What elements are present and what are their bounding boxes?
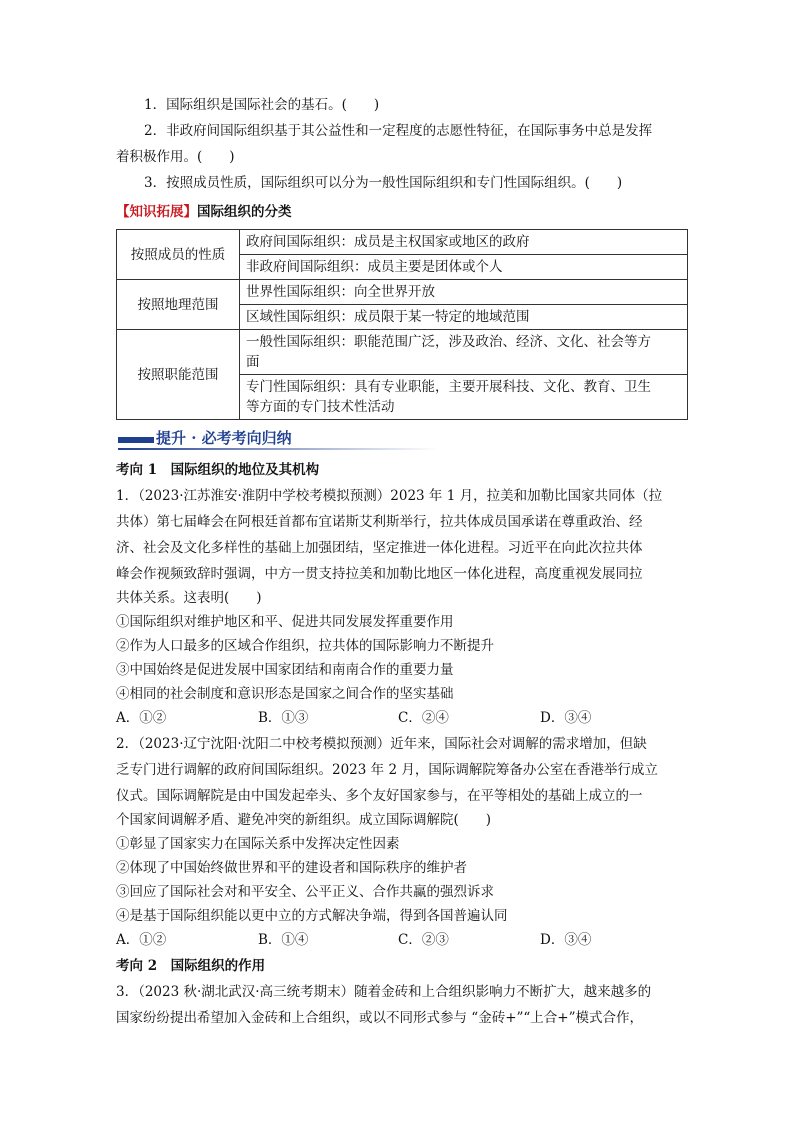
q1-statement: ④相同的社会制度和意识形态是国家之间合作的坚实基础 bbox=[116, 686, 454, 702]
q1-option-c: C．②④ bbox=[398, 710, 449, 726]
table-cell bbox=[240, 375, 688, 420]
table-cell bbox=[240, 330, 688, 375]
q2-line: 乏专门进行调解的政府间国际组织。2023 年 2 月，国际调解院筹备办公室在香港举行成立 bbox=[116, 762, 658, 778]
judge-item-1: 1．国际组织是国际社会的基石。( ) bbox=[144, 97, 380, 113]
q2-line: 仪式。国际调解院是由中国发起牵头、多个友好国家参与，在平等相处的基础上成立的一 bbox=[116, 788, 643, 804]
q2-statement: ①彰显了国家实力在国际关系中发挥决定性因素 bbox=[116, 836, 400, 852]
judge-item-3: 3．按照成员性质，国际组织可以分为一般性国际组织和专门性国际组织。( ) bbox=[144, 175, 623, 191]
q2-option-c: C．②③ bbox=[398, 932, 449, 948]
q2-option-b: B．①④ bbox=[258, 932, 309, 948]
table-row bbox=[117, 280, 688, 305]
q1-line: 共体）第七届峰会在阿根廷首都布宜诺斯艾利斯举行，拉共体成员国承诺在尊重政治、经 bbox=[116, 514, 643, 530]
table-cell-line: 面 bbox=[246, 354, 260, 370]
knowledge-heading bbox=[116, 202, 292, 222]
section-banner bbox=[118, 428, 438, 450]
q1-line: 济、社会及文化多样性的基础上加强团结，坚定推进一体化进程。习近平在向此次拉共体 bbox=[116, 540, 643, 556]
table-cell-line: 专门性国际组织：具有专业职能，主要开展科技、文化、教育、卫生 bbox=[246, 379, 651, 395]
q1-option-b: B．①③ bbox=[258, 710, 309, 726]
table-row bbox=[117, 330, 688, 375]
section2-heading: 考向 2 国际组织的作用 bbox=[116, 958, 266, 974]
q3-line: 3．（2023 秋·湖北武汉·高三统考期末）随着金砖和上合组织影响力不断扩大，越来越多的 bbox=[116, 984, 652, 1000]
q1-option-d: D．③④ bbox=[540, 710, 592, 726]
q3-line: 国家纷纷提出希望加入金砖和上合组织，或以不同形式参与 “金砖+”“上合+”模式合作， bbox=[116, 1010, 644, 1026]
banner-underline bbox=[118, 448, 438, 450]
knowledge-title: 国际组织的分类 bbox=[197, 204, 292, 220]
table-cell-line: 等方面的专门技术性活动 bbox=[246, 399, 395, 415]
banner-title: 提升 · 必考考向归纳 bbox=[156, 429, 292, 447]
table-cell: 政府间国际组织：成员是主权国家或地区的政府 bbox=[240, 230, 688, 255]
q1-option-a: A．①② bbox=[116, 710, 167, 726]
knowledge-tag: 【知识拓展】 bbox=[116, 204, 197, 220]
judge-item-2-cont: 着积极作用。( ) bbox=[116, 149, 235, 165]
banner-bar bbox=[118, 437, 154, 443]
q1-line: 1．（2023·江苏淮安·淮阴中学校考模拟预测）2023 年 1 月，拉美和加勒比国家共同体（拉 bbox=[116, 488, 663, 504]
table-cell: 非政府间国际组织：成员主要是团体或个人 bbox=[240, 255, 688, 280]
q2-option-d: D．③④ bbox=[540, 932, 592, 948]
table-category: 按照地理范围 bbox=[117, 280, 240, 330]
table-category: 按照职能范围 bbox=[117, 330, 240, 420]
q2-option-a: A．①② bbox=[116, 932, 167, 948]
q1-statement: ②作为人口最多的区域合作组织，拉共体的国际影响力不断提升 bbox=[116, 638, 494, 654]
table-cell: 区域性国际组织：成员限于某一特定的地域范围 bbox=[240, 305, 688, 330]
q1-statement: ③中国始终是促进发展中国家团结和南南合作的重要力量 bbox=[116, 662, 454, 678]
q2-statement: ④是基于国际组织能以更中立的方式解决争端，得到各国普遍认同 bbox=[116, 908, 508, 924]
table-cell-line: 一般性国际组织：职能范围广泛，涉及政治、经济、文化、社会等方 bbox=[246, 334, 651, 350]
section1-heading: 考向 1 国际组织的地位及其机构 bbox=[116, 462, 320, 478]
q1-statement: ①国际组织对维护地区和平、促进共同发展发挥重要作用 bbox=[116, 614, 454, 630]
q2-statement: ②体现了中国始终做世界和平的建设者和国际秩序的维护者 bbox=[116, 860, 467, 876]
judge-item-2: 2．非政府间国际组织基于其公益性和一定程度的志愿性特征，在国际事务中总是发挥 bbox=[144, 123, 653, 139]
q2-line: 2．（2023·辽宁沈阳·沈阳二中校考模拟预测）近年来，国际社会对调解的需求增加，但缺 bbox=[116, 736, 647, 752]
q2-line: 个国家间调解矛盾、避免冲突的新组织。成立国际调解院( ) bbox=[116, 812, 492, 828]
classification-table bbox=[116, 229, 688, 420]
q1-line: 峰会作视频致辞时强调，中方一贯支持拉美和加勒比地区一体化进程，高度重视发展同拉 bbox=[116, 566, 643, 582]
table-cell: 世界性国际组织：向全世界开放 bbox=[240, 280, 688, 305]
table-category: 按照成员的性质 bbox=[117, 230, 240, 280]
q1-line: 共体关系。这表明( ) bbox=[116, 590, 262, 606]
q2-statement: ③回应了国际社会对和平安全、公平正义、合作共赢的强烈诉求 bbox=[116, 884, 494, 900]
table-row bbox=[117, 230, 688, 255]
